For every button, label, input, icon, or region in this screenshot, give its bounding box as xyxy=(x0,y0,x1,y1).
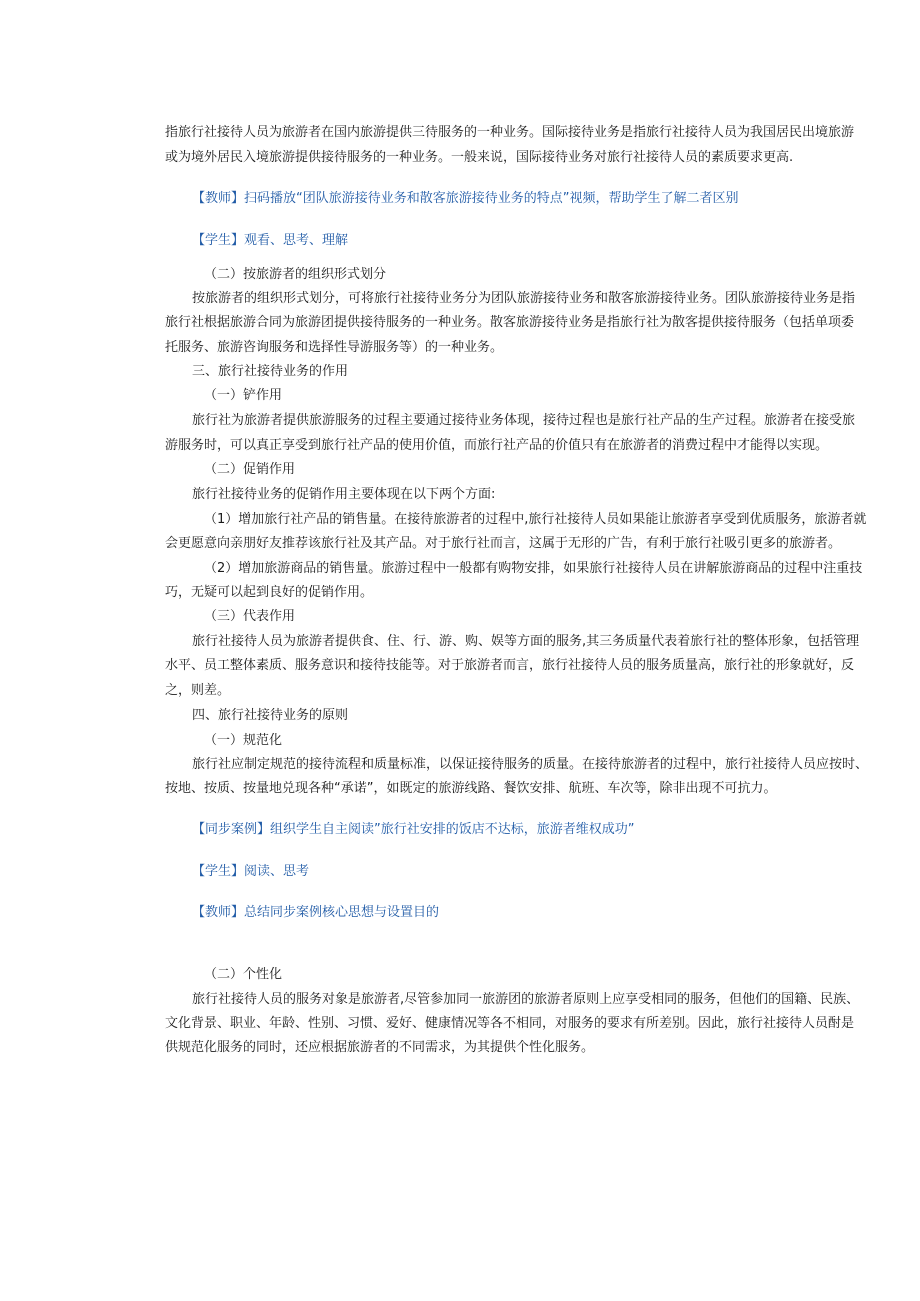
body-text-line: 旅行社根据旅游合同为旅游团提供接待服务的一种业务。散客旅游接待业务是指旅行社为散客提供接待服务（包括单项委 xyxy=(165,315,855,330)
body-text-line: 指旅行社接待人员为旅游者在国内旅游提供三待服务的一种业务。国际接待业务是指旅行社接待人员为我国居民出境旅游 xyxy=(165,125,855,140)
body-text-line: 旅行社为旅游者提供旅游服务的过程主要通过接待业务体现，接待过程也是旅行社产品的生产过程。旅游者在接受旅 xyxy=(192,413,856,428)
subsection-heading: （二）个性化 xyxy=(204,967,283,982)
case-study-note: 【同步案例】组织学生自主阅读”旅行社安排的饭店不达标，旅游者维权成功” xyxy=(192,822,635,837)
body-text-line: 旅行社接待人员为旅游者提供食、住、行、游、购、娱等方面的服务,其三务质量代表着旅行社的整体形象，包括管理 xyxy=(192,634,860,649)
body-text-line: 旅行社应制定规范的接待流程和质量标准，以保证接待服务的质量。在接待旅游者的过程中，旅行社接待人员应按时、 xyxy=(192,757,869,772)
body-text-line: 或为境外居民入境旅游提供接待服务的一种业务。一般来说，国际接待业务对旅行社接待人员的素质要求更高. xyxy=(165,150,794,165)
body-text-line: 托服务、旅游咨询服务和选择性导游服务等）的一种业务。 xyxy=(165,340,504,355)
body-text-line: （1）增加旅行社产品的销售量。在接待旅游者的过程中,旅行社接待人员如果能让旅游者享受到优质服务，旅游者就 xyxy=(204,512,867,527)
teacher-note: 【教师】总结同步案例核心思想与设置目的 xyxy=(192,905,440,920)
body-text-line: 巧，无疑可以起到良好的促销作用。 xyxy=(165,585,374,600)
subsection-heading: （二）按旅游者的组织形式划分 xyxy=(204,267,387,282)
subsection-heading: （三）代表作用 xyxy=(204,609,296,624)
body-text-line: （2）增加旅游商品的销售量。旅游过程中一般都有购物安排，如果旅行社接待人员在讲解旅游商品的过程中注重技 xyxy=(204,561,863,576)
body-text-line: 游服务时，可以真正享受到旅行社产品的使用价值，而旅行社产品的价值只有在旅游者的消费过程中才能得以实现。 xyxy=(165,438,829,453)
subsection-heading: （一）铲作用 xyxy=(204,388,283,403)
body-text-line: 按地、按质、按量地兑现各种“承诺”，如既定的旅游线路、餐饮安排、航班、车次等，除非出现不可抗力。 xyxy=(165,781,777,796)
teacher-note: 【教师】扫码播放“团队旅游接待业务和散客旅游接待业务的特点”视频，帮助学生了解二者区别 xyxy=(192,191,739,206)
student-note: 【学生】观看、思考、理解 xyxy=(192,233,349,248)
subsection-heading: （二）促销作用 xyxy=(204,462,296,477)
body-text-line: 按旅游者的组织形式划分，可将旅行社接待业务分为团队旅游接待业务和散客旅游接待业务。团队旅游接待业务是指 xyxy=(192,291,856,306)
body-text-line: 会更愿意向亲朋好友推荐该旅行社及其产品。对于旅行社而言，这属于无形的广告，有利于旅行社吸引更多的旅游者。 xyxy=(165,536,842,551)
body-text-line: 旅行社接待人员的服务对象是旅游者,尽管参加同一旅游团的旅游者原则上应享受相同的服务，但他们的国籍、民族、 xyxy=(192,992,860,1007)
subsection-heading: （一）规范化 xyxy=(204,733,283,748)
section-heading: 三、旅行社接待业务的作用 xyxy=(192,364,349,379)
student-note: 【学生】阅读、思考 xyxy=(192,864,310,879)
section-heading: 四、旅行社接待业务的原则 xyxy=(192,708,349,723)
body-text-line: 文化背景、职业、年龄、性别、习惯、爱好、健康情况等各不相同，对服务的要求有所差别。因此，旅行社接待人员酎是 xyxy=(165,1016,855,1031)
body-text-line: 供规范化服务的同时，还应根据旅游者的不同需求，为其提供个性化服务。 xyxy=(165,1040,595,1055)
body-text-line: 水平、员工整体素质、服务意识和接待技能等。对于旅游者而言，旅行社接待人员的服务质量高，旅行社的形象就好，反 xyxy=(165,658,855,673)
body-text-line: 之，则差。 xyxy=(165,683,231,698)
body-text-line: 旅行社接待业务的促销作用主要体现在以下两个方面: xyxy=(192,487,496,502)
